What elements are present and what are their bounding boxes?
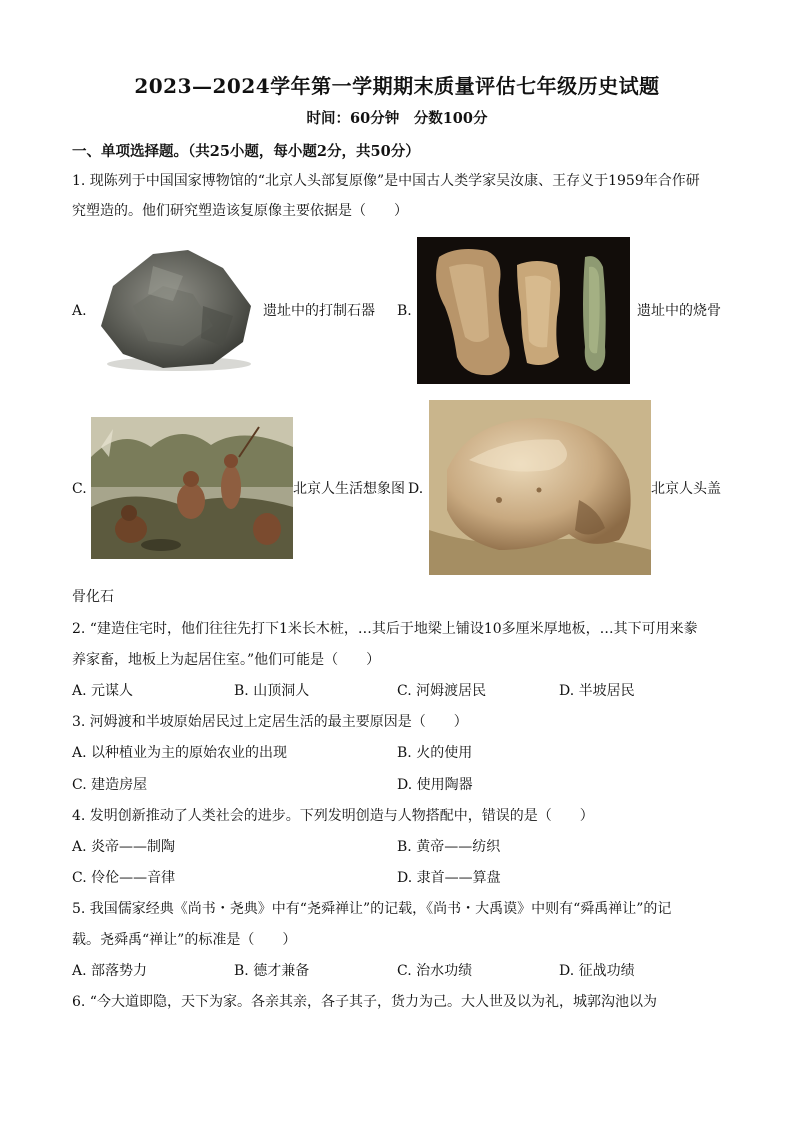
question-5-line-1: 5. 我国儒家经典《尚书・尧典》中有“尧舜禅让”的记载，《尚书・大禹谟》中则有“舜禹禅让”的记 bbox=[72, 901, 672, 917]
option-b-caption: 遗址中的烧骨 bbox=[637, 303, 721, 319]
option-b-letter: B. bbox=[397, 303, 412, 319]
option-c-letter: C. bbox=[72, 481, 87, 497]
option-c-caption: 北京人生活想象图 bbox=[293, 481, 405, 497]
question-4-line-1: 4. 发明创新推动了人类社会的进步。下列发明创造与人物搭配中，错误的是（ ） bbox=[72, 808, 594, 824]
question-5-line-2: 载。尧舜禹“禅让”的标准是（ ） bbox=[72, 932, 297, 948]
question-3-option-d[interactable]: D. 使用陶器 bbox=[397, 777, 473, 793]
question-5-option-c[interactable]: C. 治水功绩 bbox=[397, 963, 473, 979]
question-3-option-a[interactable]: A. 以种植业为主的原始农业的出现 bbox=[72, 745, 288, 761]
skull-fossil-image bbox=[429, 400, 651, 575]
section-heading: 一、单项选择题。（共25小题，每小题2分，共50分） bbox=[72, 143, 420, 160]
question-3-option-c[interactable]: C. 建造房屋 bbox=[72, 777, 148, 793]
option-d-caption-continued: 骨化石 bbox=[72, 589, 114, 605]
question-2-option-a[interactable]: A. 元谋人 bbox=[72, 683, 134, 699]
question-5-option-b[interactable]: B. 德才兼备 bbox=[234, 963, 310, 979]
question-2-line-2: 养家畜，地板上为起居住室。”他们可能是（ ） bbox=[72, 652, 381, 668]
question-1-line-1: 1. 现陈列于中国国家博物馆的“北京人头部复原像”是中国古人类学家吴汝康、王存义于1959年合作研 bbox=[72, 173, 700, 189]
question-4-option-d[interactable]: D. 隶首——算盘 bbox=[397, 870, 501, 886]
stone-tool-image bbox=[93, 246, 261, 374]
question-2-option-d[interactable]: D. 半坡居民 bbox=[559, 683, 635, 699]
exam-time-score: 时间：60分钟 分数100分 bbox=[306, 110, 488, 127]
question-1-line-2: 究塑造的。他们研究塑造该复原像主要依据是（ ） bbox=[72, 203, 408, 219]
question-4-option-c[interactable]: C. 伶伦——音律 bbox=[72, 870, 176, 886]
question-6-line-1: 6. “今大道即隐，天下为家。各亲其亲，各子其子，货力为己。大人世及以为礼，城郭沟池以为 bbox=[72, 994, 657, 1010]
question-5-option-a[interactable]: A. 部落势力 bbox=[72, 963, 148, 979]
question-2-option-b[interactable]: B. 山顶洞人 bbox=[234, 683, 310, 699]
option-a-caption: 遗址中的打制石器 bbox=[263, 303, 375, 319]
exam-title: 2023—2024学年第一学期期末质量评估七年级历史试题 bbox=[134, 74, 660, 98]
question-2-option-c[interactable]: C. 河姆渡居民 bbox=[397, 683, 487, 699]
question-3-option-b[interactable]: B. 火的使用 bbox=[397, 745, 473, 761]
burnt-bone-image bbox=[417, 237, 630, 384]
option-d-letter: D. bbox=[408, 481, 424, 497]
question-3-line-1: 3. 河姆渡和半坡原始居民过上定居生活的最主要原因是（ ） bbox=[72, 714, 468, 730]
question-2-line-1: 2. “建造住宅时，他们往往先打下1米长木桩，…其后于地梁上铺设10多厘米厚地板，…其下可用来豢 bbox=[72, 621, 698, 637]
question-4-option-b[interactable]: B. 黄帝——纺织 bbox=[397, 839, 501, 855]
peking-man-life-image bbox=[91, 417, 293, 559]
question-4-option-a[interactable]: A. 炎帝——制陶 bbox=[72, 839, 176, 855]
option-d-caption: 北京人头盖 bbox=[651, 481, 721, 497]
option-a-letter: A. bbox=[72, 303, 87, 319]
question-5-option-d[interactable]: D. 征战功绩 bbox=[559, 963, 635, 979]
